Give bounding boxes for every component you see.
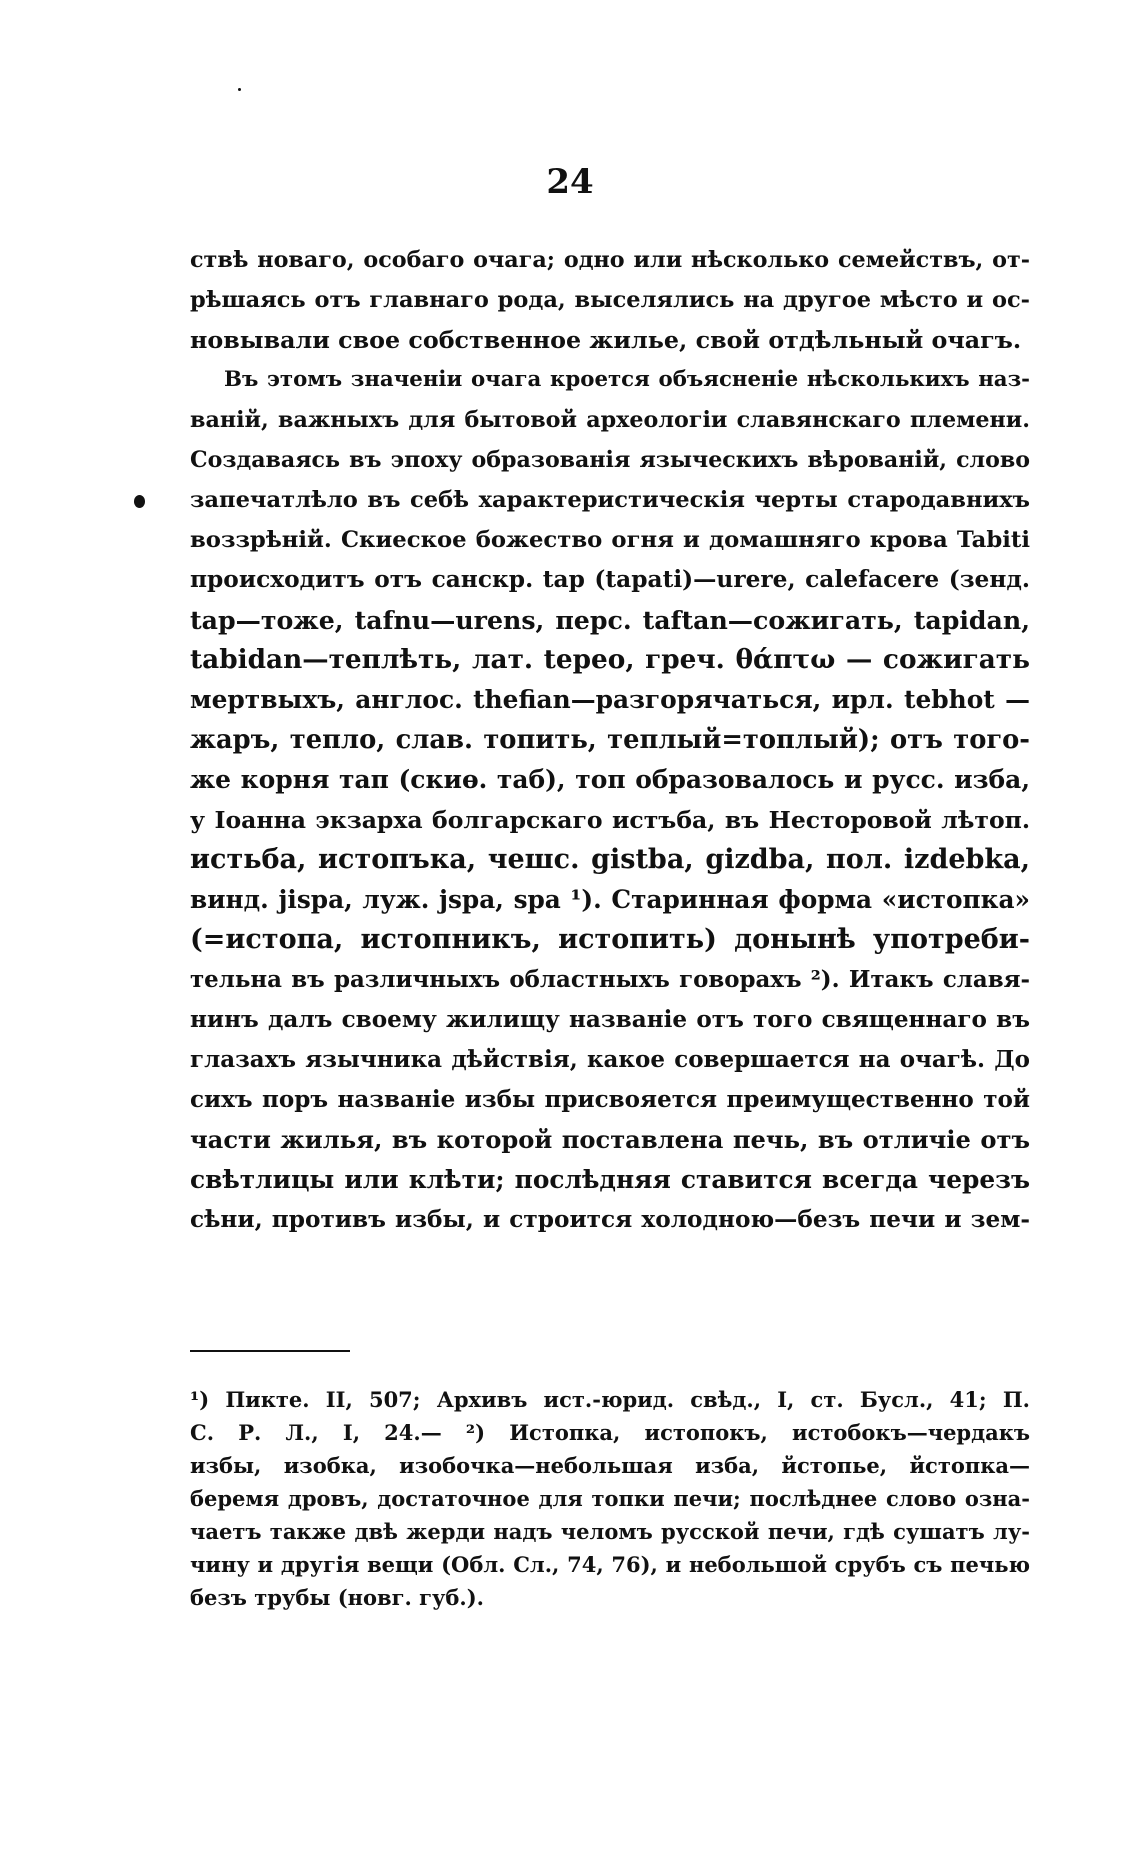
text-line: Создаваясь въ эпоху образованія языческихъ вѣрованій, слово — [190, 447, 1030, 473]
text-line: запечатлѣло въ себѣ характеристическія черты стародавнихъ — [190, 487, 1030, 513]
text-line: ваній, важныхъ для бытовой археологіи славянскаго племени. — [190, 407, 1030, 433]
footnote-line: беремя дровъ, достаточное для топки печи; послѣднее слово озна- — [190, 1486, 1030, 1511]
footnote-line: С. Р. Л., I, 24.— ²) Истопка, истопокъ, истобокъ—чердакъ — [190, 1420, 1030, 1445]
footnote-line: избы, изобка, изобочка—небольшая изба, йстопье, йстопка— — [190, 1453, 1030, 1478]
text-line: новывали свое собственное жилье, свой отдѣльный очагъ. — [190, 326, 1022, 354]
text-line: винд. jispa, луж. jspa, spa ¹). Старинная форма «истопка» — [190, 885, 1030, 914]
text-line: сихъ поръ названіе избы присвояется преимущественно той — [190, 1086, 1030, 1113]
text-line: tap—тоже, tafnu—urens, перс. taftan—сожигать, tapidan, — [190, 605, 1030, 635]
footnote-line: чину и другія вещи (Обл. Сл., 74, 76), и небольшой срубъ съ печью — [190, 1552, 1030, 1577]
text-line: нинъ далъ своему жилищу названіе отъ того священнаго въ — [190, 1006, 1030, 1033]
text-line: мертвыхъ, англос. thefian—разгорячаться, ирл. tebhot — — [190, 685, 1030, 714]
footnotes — [190, 1383, 1030, 1614]
text-line: части жилья, въ которой поставлена печь, въ отличіе отъ — [190, 1125, 1030, 1154]
ink-speck — [134, 495, 145, 508]
text-line: сѣни, противъ избы, и строится холодною—безъ печи и зем- — [190, 1206, 1030, 1233]
text-line: глазахъ язычника дѣйствія, какое совершается на очагѣ. До — [190, 1046, 1030, 1073]
text-line: жаръ, тепло, слав. топить, теплый=топлый); отъ того- — [190, 725, 1030, 755]
text-line: свѣтлицы или клѣти; послѣдняя ставится всегда черезъ — [190, 1165, 1030, 1194]
text-line: ствѣ новаго, особаго очага; одно или нѣсколько семействъ, от- — [190, 247, 1030, 273]
text-line: истьба, истопъка, чешс. gistba, gizdba, пол. izdebka, — [190, 844, 1030, 875]
text-line: (=истопа, истопникъ, истопить) донынѣ употреби- — [190, 924, 1030, 955]
text-line: происходитъ отъ санскр. tap (tapati)—urere, calefacere (зенд. — [190, 566, 1030, 593]
text-line: tabidan—теплѣть, лат. tepeo, греч. θάπτω — сожигать — [190, 644, 1030, 675]
footnote-line: ¹) Пикте. II, 507; Архивъ ист.-юрид. свѣд., I, ст. Бусл., 41; П. — [190, 1387, 1030, 1412]
text-line: воззрѣній. Скиеское божество огня и домашняго крова Tabiti — [190, 527, 1030, 553]
text-line: рѣшаясь отъ главнаго рода, выселялись на другое мѣсто и ос- — [190, 287, 1030, 313]
text-line: у Іоанна экзарха болгарскаго истъба, въ Несторовой лѣтоп. — [190, 806, 1030, 834]
text-line: Въ этомъ значеніи очага кроется объясненіе нѣсколькихъ наз- — [224, 367, 1030, 392]
main-text — [190, 240, 1030, 1240]
text-line: тельна въ различныхъ областныхъ говорахъ ²). Итакъ славя- — [190, 967, 1030, 993]
footnote-line: безъ трубы (новг. губ.). — [190, 1585, 484, 1610]
text-line: же корня тап (скиө. таб), топ образовалось и русс. изба, — [190, 765, 1030, 794]
page-number: 24 — [546, 162, 594, 202]
footnote-divider — [190, 1350, 350, 1352]
footnote-line: чаетъ также двѣ жерди надъ челомъ русской печи, гдѣ сушатъ лу- — [190, 1519, 1030, 1544]
ink-speck — [238, 88, 241, 91]
